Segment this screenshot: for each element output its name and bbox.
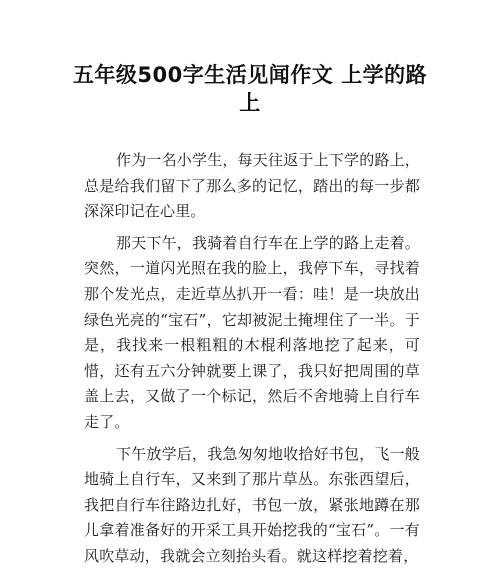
paragraph-1: 作为一名小学生，每天往返于上下学的路上，总是给我们留下了那么多的记忆，踏出的每一步都深深印记在心里。 bbox=[84, 151, 421, 221]
paragraph-3: 下午放学后，我急匆匆地收拾好书包，飞一般地骑上自行车，又来到了那片草丛。东张西望后，我把自行车往路边扎好，书包一放，紧张地蹲在那儿拿着准备好的开采工具开始挖我的“宝石”。一有风吹草动，我就会立刻抬头看。就这样挖着挖着， bbox=[84, 444, 421, 565]
document-body bbox=[84, 148, 420, 576]
paragraph-2: 那天下午，我骑着自行车在上学的路上走着。突然，一道闪光照在我的脸上，我停下车，寻找着那个发光点，走近草丛扒开一看：哇！是一块放出绿色光亮的“宝石”，它却被泥土掩埋住了一半。于是，我找来一根粗粗的木棍利落地挖了起来，可惜，还有五六分钟就要上课了，我只好把周围的草盖上去，又做了一个标记，然后不舍地骑上自行车走了。 bbox=[84, 233, 421, 431]
document-title: 五年级500字生活见闻作文 上学的路上 bbox=[72, 63, 428, 115]
